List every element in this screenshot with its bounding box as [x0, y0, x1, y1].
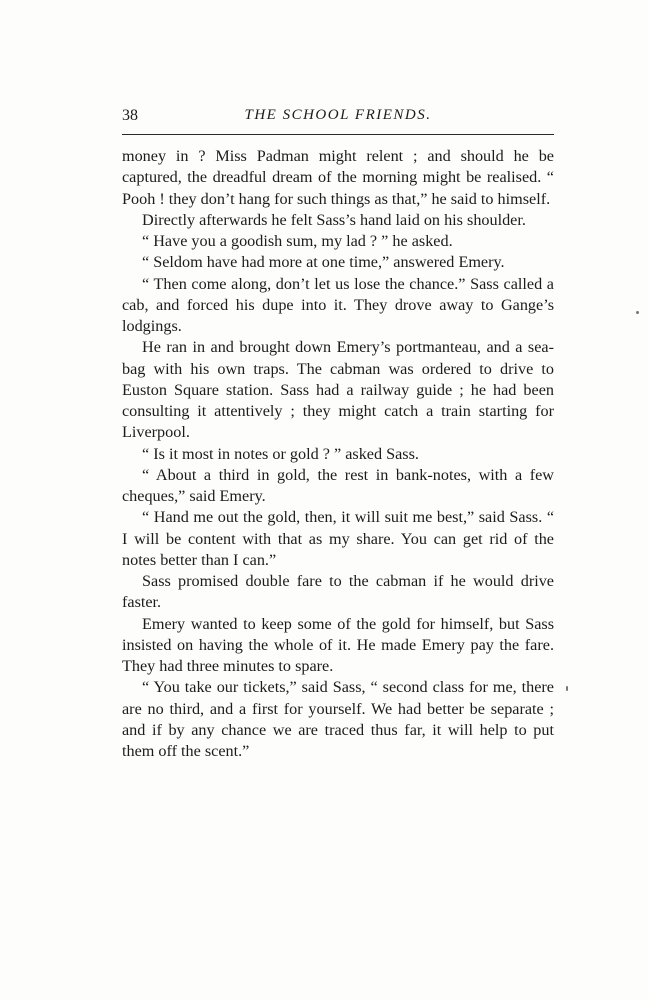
scan-speck: [636, 311, 639, 314]
header-rule: [122, 134, 554, 135]
paragraph: Emery wanted to keep some of the gold for himself, but Sass insisted on having the whole of it. He made Emery pay the fare. They had three minutes to spare.: [122, 614, 554, 675]
scan-speck: [566, 686, 568, 691]
paragraph: “ Is it most in notes or gold ? ” asked Sass.: [142, 444, 419, 463]
paragraph: Directly afterwards he felt Sass’s hand laid on his shoulder.: [142, 210, 526, 229]
paragraph: “ Hand me out the gold, then, it will suit me best,” said Sass. “ I will be content with that as my share. You can get rid of the notes better than I can.”: [122, 508, 554, 569]
paragraph: “ Seldom have had more at one time,” answered Emery.: [142, 253, 505, 272]
page-number: 38: [122, 107, 138, 124]
paragraph: “ Then come along, don’t let us lose the chance.” Sass called a cab, and forced his dupe into it. They drove away to Gange’s lodgings.: [122, 274, 554, 335]
paragraph: “ About a third in gold, the rest in bank-notes, with a few cheques,” said Emery.: [122, 465, 554, 505]
paragraph: He ran in and brought down Emery’s portmanteau, and a sea-bag with his own traps. The cabman was ordered to drive to Euston Square station. Sass had a railway guide ; he had been consulting it attentively ; they might catch a train starting for Liverpool.: [122, 338, 554, 442]
paragraph: “ You take our tickets,” said Sass, “ second class for me, there are no third, and a first for yourself. We had better be separate ; and if by any chance we are traced thus far, it will help to put them off the scent.”: [122, 678, 554, 760]
paragraph: “ Have you a goodish sum, my lad ? ” he asked.: [142, 232, 453, 250]
running-title: THE SCHOOL FRIENDS.: [244, 107, 432, 123]
paragraph: money in ? Miss Padman might relent ; and should he be captured, the dreadful dream of the morning might be realised. “ Pooh ! they don’t hang for such things as that,” he said to himself.: [122, 147, 554, 208]
body-text: [122, 146, 554, 762]
page-header: [122, 104, 554, 130]
paragraph: Sass promised double fare to the cabman if he would drive faster.: [122, 572, 554, 612]
